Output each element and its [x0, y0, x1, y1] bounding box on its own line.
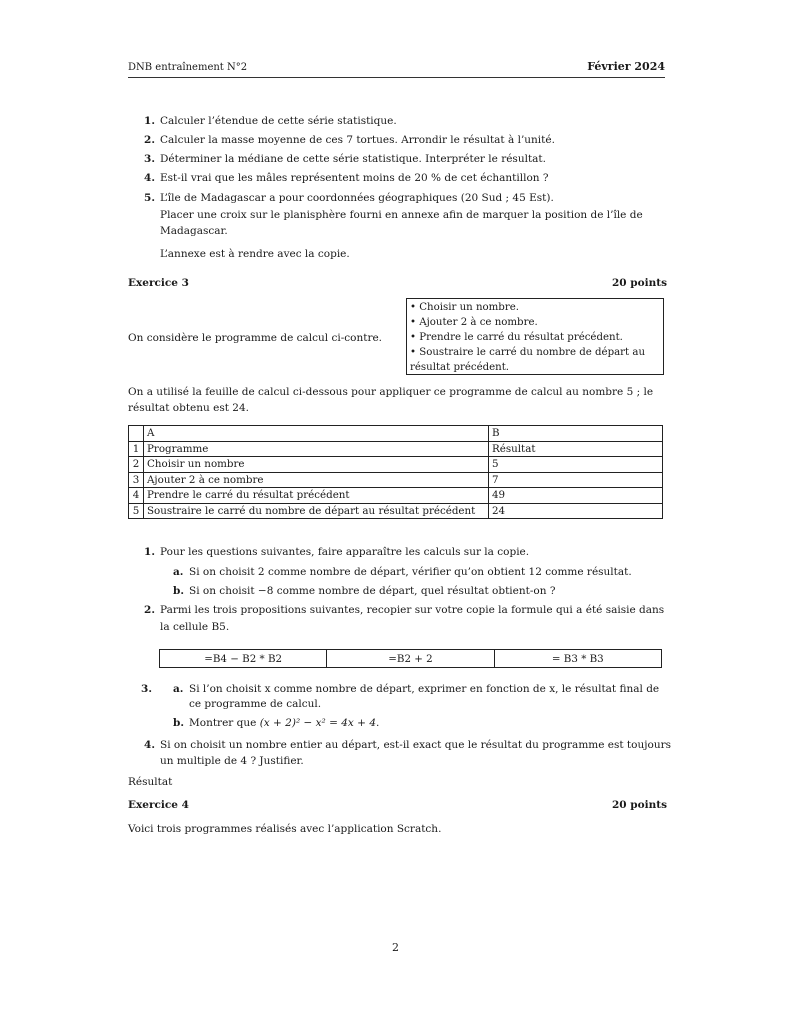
spreadsheet-table	[128, 425, 663, 519]
header-right: Février 2024	[587, 60, 665, 73]
cell-b: 5	[489, 457, 663, 473]
question-4-text: Est-il vrai que les mâles représentent moins de 20 % de cet échantillon ?	[160, 172, 549, 184]
ex3-question-2-line2: la cellule B5.	[160, 621, 230, 633]
header-left: DNB entraînement N°2	[128, 62, 248, 73]
program-step-4-cont: résultat précédent.	[410, 362, 510, 373]
row-number: 1	[129, 441, 144, 457]
exercise-4-title: Exercice 4	[128, 799, 189, 811]
ex3-question-3b-prefix: Montrer que	[189, 717, 260, 729]
header-rule	[128, 77, 665, 78]
ex3-question-3a-label: a.	[173, 683, 184, 695]
ex3-question-3b-label: b.	[173, 717, 184, 729]
question-5-text: L’île de Madagascar a pour coordonnées géographiques (20 Sud ; 45 Est).	[160, 192, 554, 204]
ex3-question-2-line1: Parmi les trois propositions suivantes, recopier sur votre copie la formule qui a été saisie dans	[160, 604, 665, 616]
exercise-3-intro: On considère le programme de calcul ci-contre.	[128, 332, 383, 344]
table-row	[129, 441, 663, 457]
question-5-number: 5.	[144, 192, 155, 204]
spreadsheet-col-a-header: A	[144, 426, 489, 442]
formula-option-3: = B3 * B3	[494, 650, 661, 668]
table-row	[160, 650, 662, 668]
exercise-4-points: 20 points	[612, 799, 667, 811]
table-row	[129, 488, 663, 504]
table-row	[129, 472, 663, 488]
cell-a: Choisir un nombre	[144, 457, 489, 473]
formula-option-1: =B4 − B2 * B2	[160, 650, 327, 668]
question-4-number: 4.	[144, 172, 155, 184]
ex3-question-1a-label: a.	[173, 566, 184, 578]
exercise-4-intro: Voici trois programmes réalisés avec l’application Scratch.	[128, 823, 442, 835]
cell-a: Soustraire le carré du nombre de départ au résultat précédent	[144, 503, 489, 519]
ex3-question-3b-text	[189, 716, 379, 730]
program-step-3: • Prendre le carré du résultat précédent.	[410, 332, 623, 343]
ex3-question-3b-formula: (x + 2)² − x² = 4x + 4.	[259, 717, 380, 729]
cell-b: 49	[489, 488, 663, 504]
program-step-2: • Ajouter 2 à ce nombre.	[410, 317, 538, 328]
ex3-question-4-number: 4.	[144, 739, 155, 751]
formula-option-2: =B2 + 2	[327, 650, 494, 668]
ex3-question-1b-text: Si on choisit −8 comme nombre de départ, quel résultat obtient-on ?	[189, 585, 556, 597]
ex3-question-4-line1: Si on choisit un nombre entier au départ, est-il exact que le résultat du programme est toujours	[160, 739, 671, 751]
question-5-line2: Placer une croix sur le planisphère fourni en annexe afin de marquer la position de l’île de	[160, 209, 643, 221]
question-3-number: 3.	[144, 153, 155, 165]
row-number: 3	[129, 472, 144, 488]
cell-a: Programme	[144, 441, 489, 457]
program-step-4: • Soustraire le carré du nombre de départ au	[410, 347, 645, 358]
exercise-3-title: Exercice 3	[128, 277, 189, 289]
page-number: 2	[392, 941, 399, 954]
cell-b: Résultat	[489, 441, 663, 457]
sheet-intro-line1: On a utilisé la feuille de calcul ci-dessous pour appliquer ce programme de calcul au nombre 5 ; le	[128, 386, 654, 398]
ex3-question-1-number: 1.	[144, 546, 155, 558]
table-row	[129, 503, 663, 519]
ex3-question-3-number: 3.	[141, 683, 152, 695]
question-3-text: Déterminer la médiane de cette série statistique. Interpréter le résultat.	[160, 153, 546, 165]
row-number: 4	[129, 488, 144, 504]
program-step-1: • Choisir un nombre.	[410, 302, 519, 313]
table-row	[129, 457, 663, 473]
spreadsheet-header-row	[129, 426, 663, 442]
spreadsheet-corner	[129, 426, 144, 442]
sheet-intro-line2: résultat obtenu est 24.	[128, 402, 249, 414]
question-5-line4: L’annexe est à rendre avec la copie.	[160, 248, 350, 260]
question-2-number: 2.	[144, 134, 155, 146]
trailing-text: Résultat	[128, 776, 173, 788]
cell-b: 7	[489, 472, 663, 488]
cell-b: 24	[489, 503, 663, 519]
ex3-question-3a-line2: ce programme de calcul.	[189, 698, 322, 710]
question-1-number: 1.	[144, 115, 155, 127]
spreadsheet-col-b-header: B	[489, 426, 663, 442]
exercise-3-points: 20 points	[612, 277, 667, 289]
cell-a: Ajouter 2 à ce nombre	[144, 472, 489, 488]
cell-a: Prendre le carré du résultat précédent	[144, 488, 489, 504]
question-1-text: Calculer l’étendue de cette série statistique.	[160, 115, 397, 127]
row-number: 2	[129, 457, 144, 473]
ex3-question-4-line2: un multiple de 4 ? Justifier.	[160, 755, 304, 767]
ex3-question-1b-label: b.	[173, 585, 184, 597]
formula-options-table	[159, 649, 662, 668]
ex3-question-1-text: Pour les questions suivantes, faire apparaître les calculs sur la copie.	[160, 546, 530, 558]
ex3-question-1a-text: Si on choisit 2 comme nombre de départ, vérifier qu’on obtient 12 comme résultat.	[189, 566, 632, 578]
question-5-line3: Madagascar.	[160, 225, 228, 237]
calculation-program-box	[406, 298, 664, 375]
question-2-text: Calculer la masse moyenne de ces 7 tortues. Arrondir le résultat à l’unité.	[160, 134, 555, 146]
row-number: 5	[129, 503, 144, 519]
ex3-question-3a-line1: Si l’on choisit x comme nombre de départ, exprimer en fonction de x, le résultat final de	[189, 683, 660, 695]
ex3-question-2-number: 2.	[144, 604, 155, 616]
